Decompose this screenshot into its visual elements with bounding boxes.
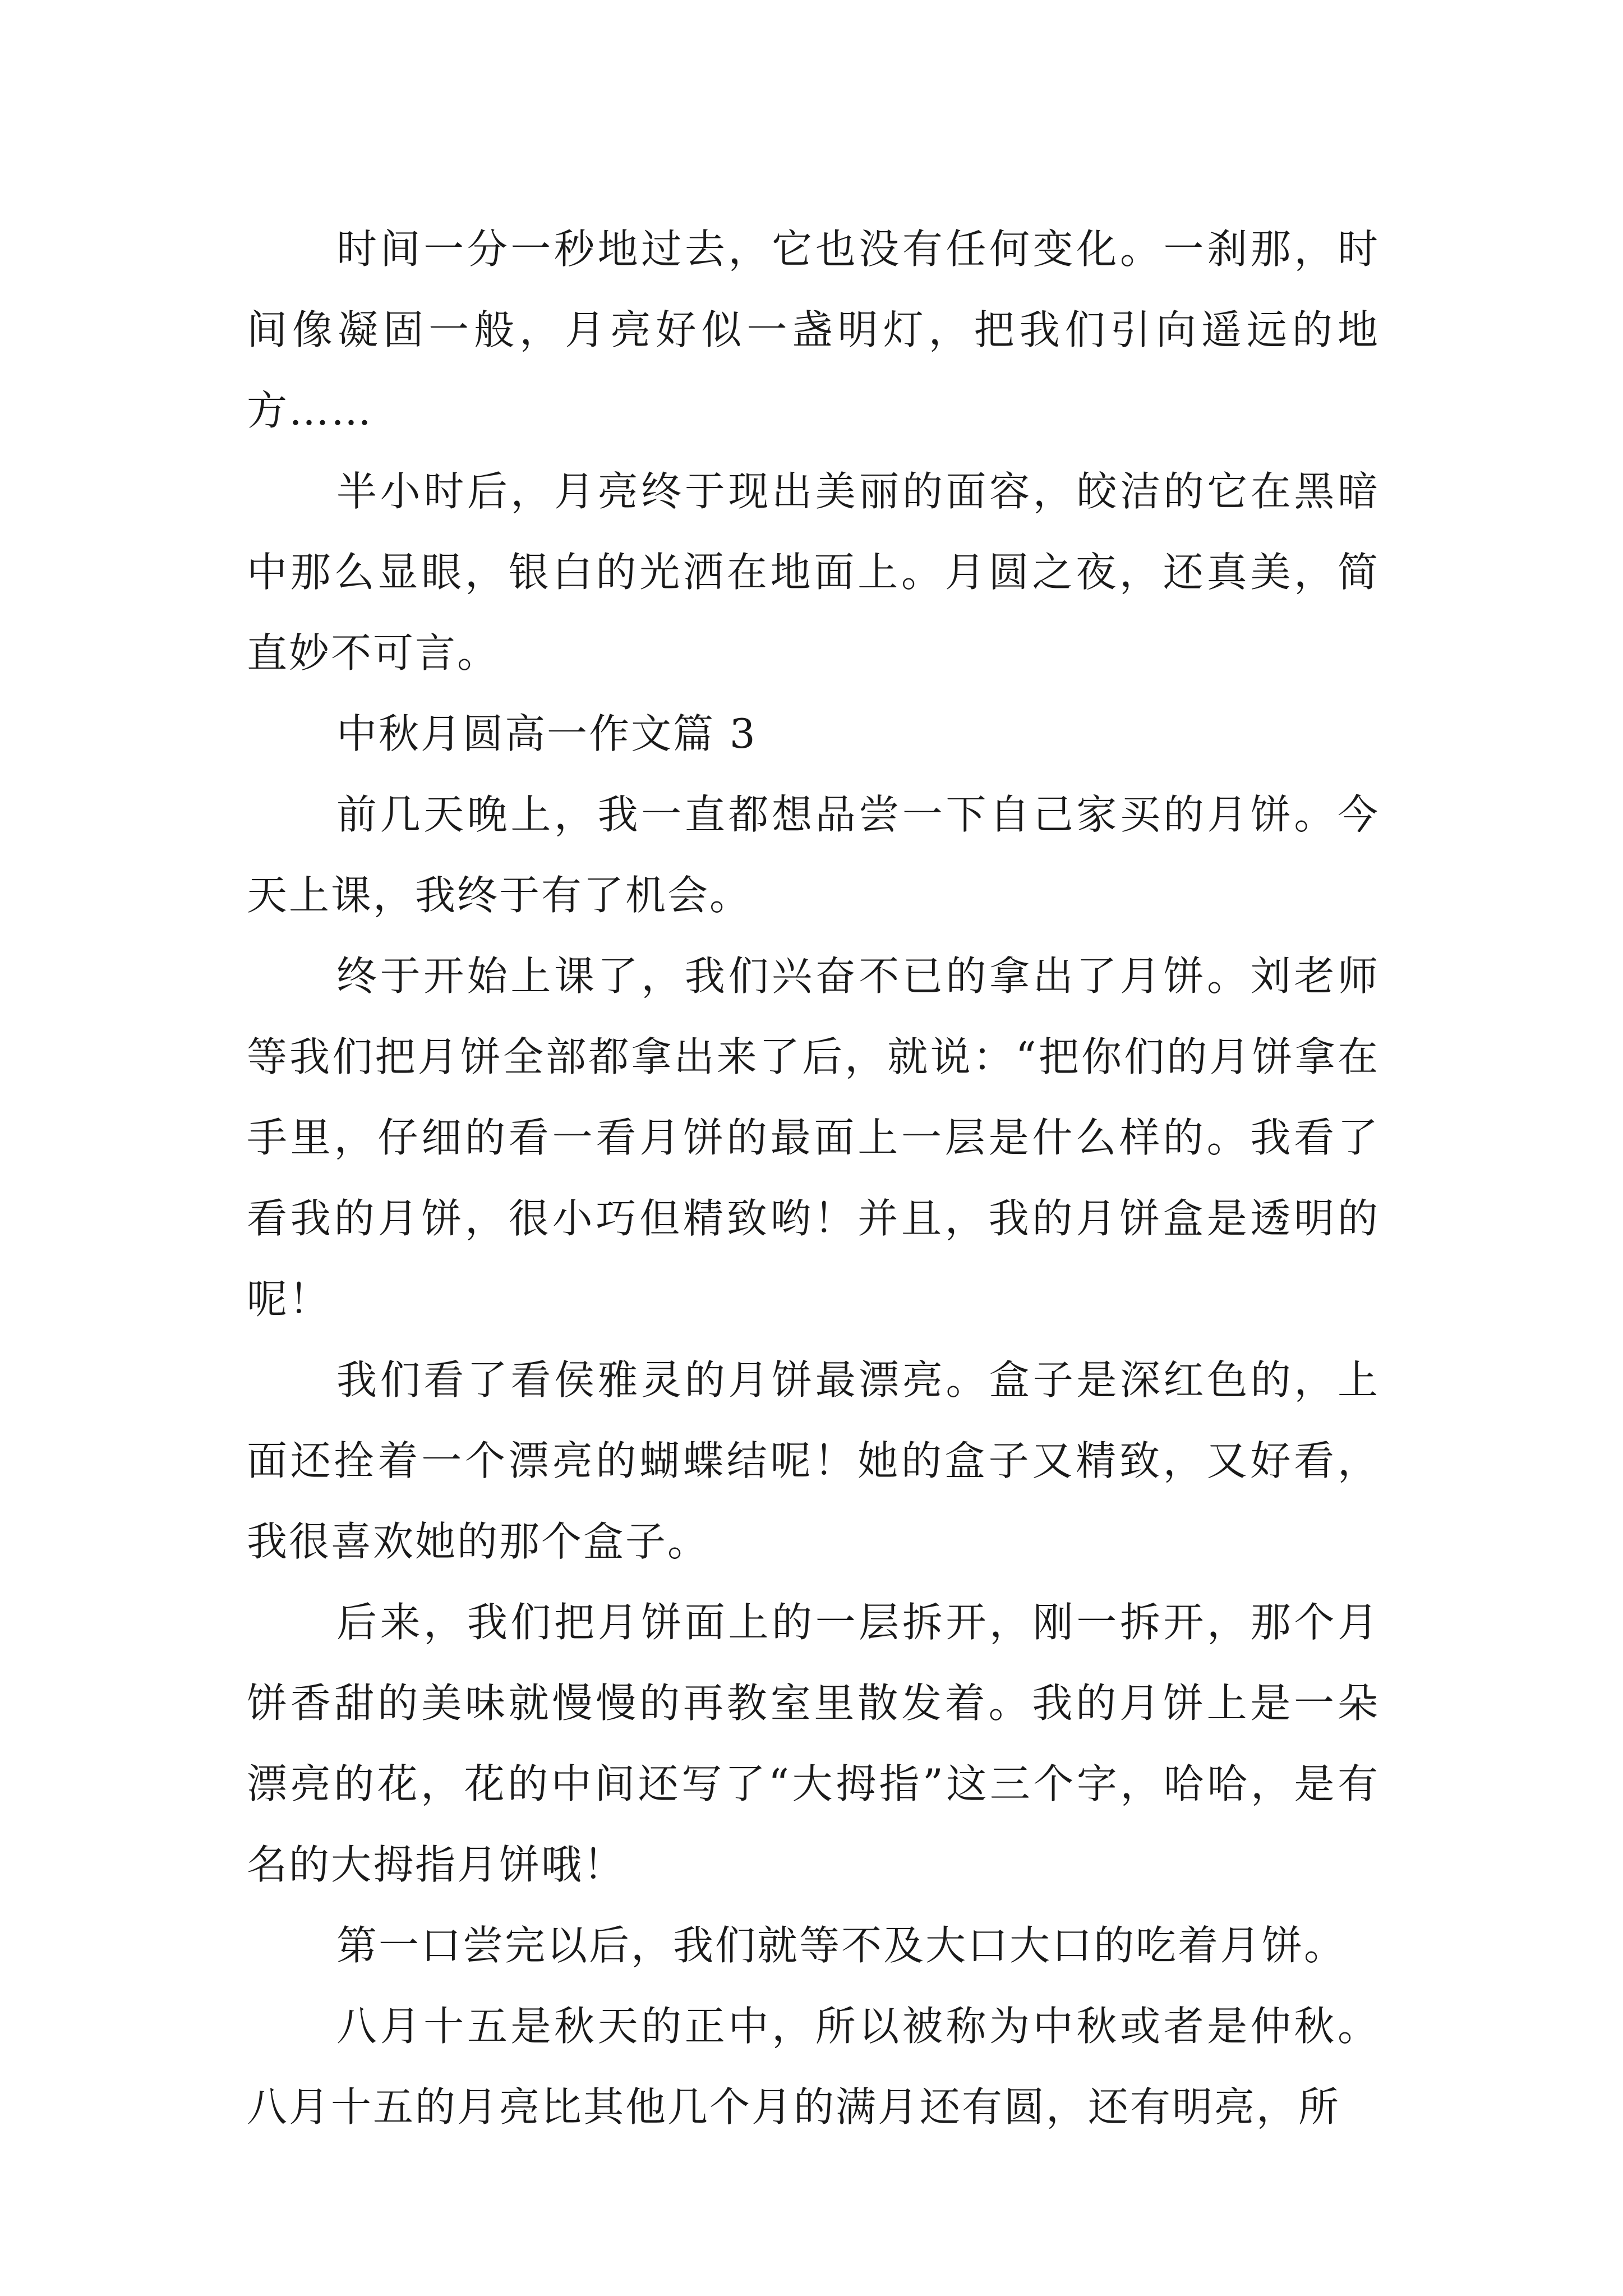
paragraph-3: 前几天晚上，我一直都想品尝一下自己家买的月饼。今天上课，我终于有了机会。 <box>247 791 1380 919</box>
paragraph-7: 第一口尝完以后，我们就等不及大口大口的吃着月饼。 <box>336 1922 1347 1969</box>
document-body <box>247 209 1380 2147</box>
paragraph-1: 时间一分一秒地过去，它也没有任何变化。一刹那，时间像凝固一般，月亮好似一盏明灯，把我们引向遥远的地方…… <box>247 226 1380 434</box>
section-heading: 中秋月圆高一作文篇 3 <box>336 710 757 757</box>
paragraph-8: 八月十五是秋天的正中，所以被称为中秋或者是仲秋。八月十五的月亮比其他几个月的满月还有圆，还有明亮，所 <box>247 2003 1380 2131</box>
paragraph-6: 后来，我们把月饼面上的一层拆开，刚一拆开，那个月饼香甜的美味就慢慢的再教室里散发着。我的月饼上是一朵漂亮的花，花的中间还写了“大拇指”这三个字，哈哈，是有名的大拇指月饼哦！ <box>247 1599 1380 1888</box>
paragraph-5: 我们看了看侯雅灵的月饼最漂亮。盒子是深红色的，上面还拴着一个漂亮的蝴蝶结呢！她的盒子又精致，又好看，我很喜欢她的那个盒子。 <box>247 1356 1380 1565</box>
paragraph-4: 终于开始上课了，我们兴奋不已的拿出了月饼。刘老师等我们把月饼全部都拿出来了后，就说：“把你们的月饼拿在手里，仔细的看一看月饼的最面上一层是什么样的。我看了看我的月饼，很小巧但精致哟！并且，我的月饼盒是透明的呢！ <box>247 953 1380 1323</box>
paragraph-2: 半小时后，月亮终于现出美丽的面容，皎洁的它在黑暗中那么显眼，银白的光洒在地面上。月圆之夜，还真美，简直妙不可言。 <box>247 468 1380 677</box>
